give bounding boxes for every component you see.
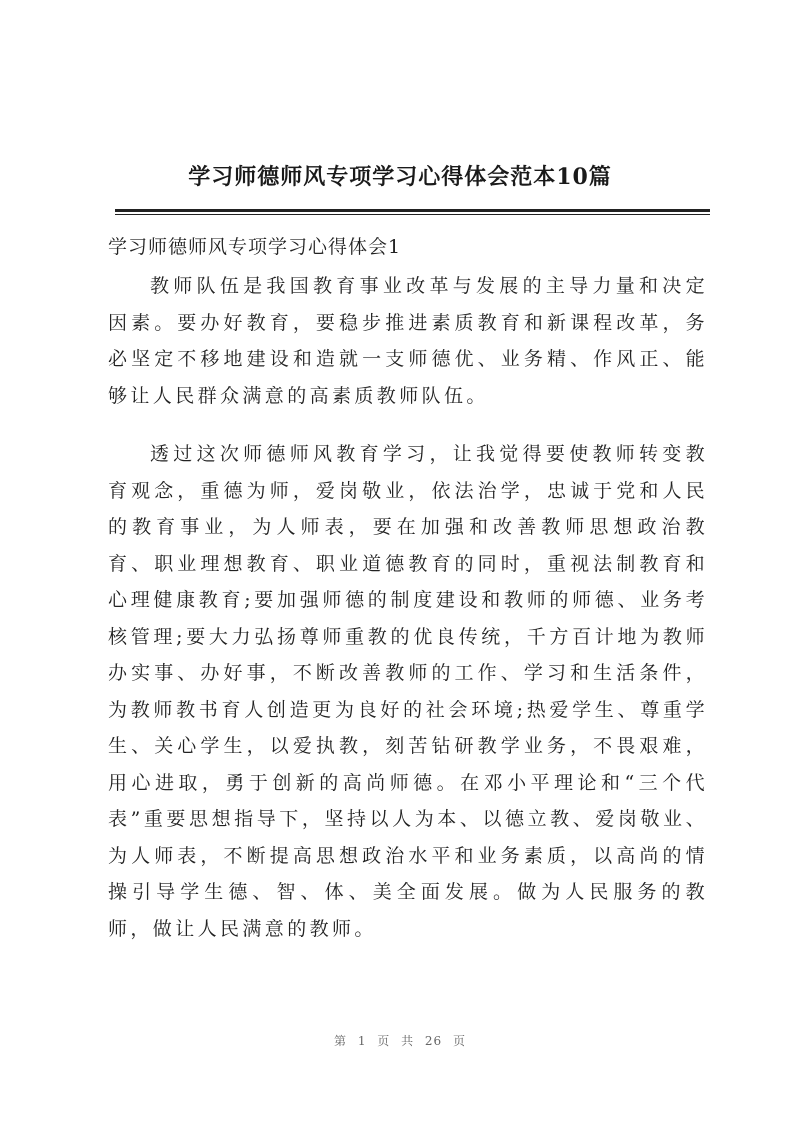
section-heading: 学习师德师风专项学习心得体会1: [108, 236, 402, 258]
title-divider-thick: [115, 209, 710, 212]
paragraph-2: 透过这次师德师风教育学习，让我觉得要使教师转变教育观念，重德为师，爱岗敬业，依法治学，忠诚于党和人民的教育事业，为人师表，要在加强和改善教师思想政治教育、职业理想教育、职业道德教育的同时，重视法制教育和心理健康教育;要加强师德的制度建设和教师的师德、业务考核管理;要大力弘扬尊师重教的优良传统，千方百计地为教师办实事、办好事，不断改善教师的工作、学习和生活条件，为教师教书育人创造更为良好的社会环境;热爱学生、尊重学生、关心学生，以爱执教，刻苦钻研教学业务，不畏艰难，用心进取，勇于创新的高尚师德。在邓小平理论和“三个代表”重要思想指导下，坚持以人为本、以德立教、爱岗敬业、为人师表，不断提高思想政治水平和业务素质，以高尚的情操引导学生德、智、体、美全面发展。做为人民服务的教师，做让人民满意的教师。: [108, 443, 708, 940]
title-divider-thin: [115, 214, 710, 215]
page-number-footer: 第 1 页 共 26 页: [334, 1034, 466, 1048]
document-title: 学习师德师风专项学习心得体会范本10篇: [188, 164, 612, 190]
paragraph-1: 教师队伍是我国教育事业改革与发展的主导力量和决定因素。要办好教育，要稳步推进素质教育和新课程改革，务必坚定不移地建设和造就一支师德优、业务精、作风正、能够让人民群众满意的高素质教师队伍。: [108, 275, 708, 407]
